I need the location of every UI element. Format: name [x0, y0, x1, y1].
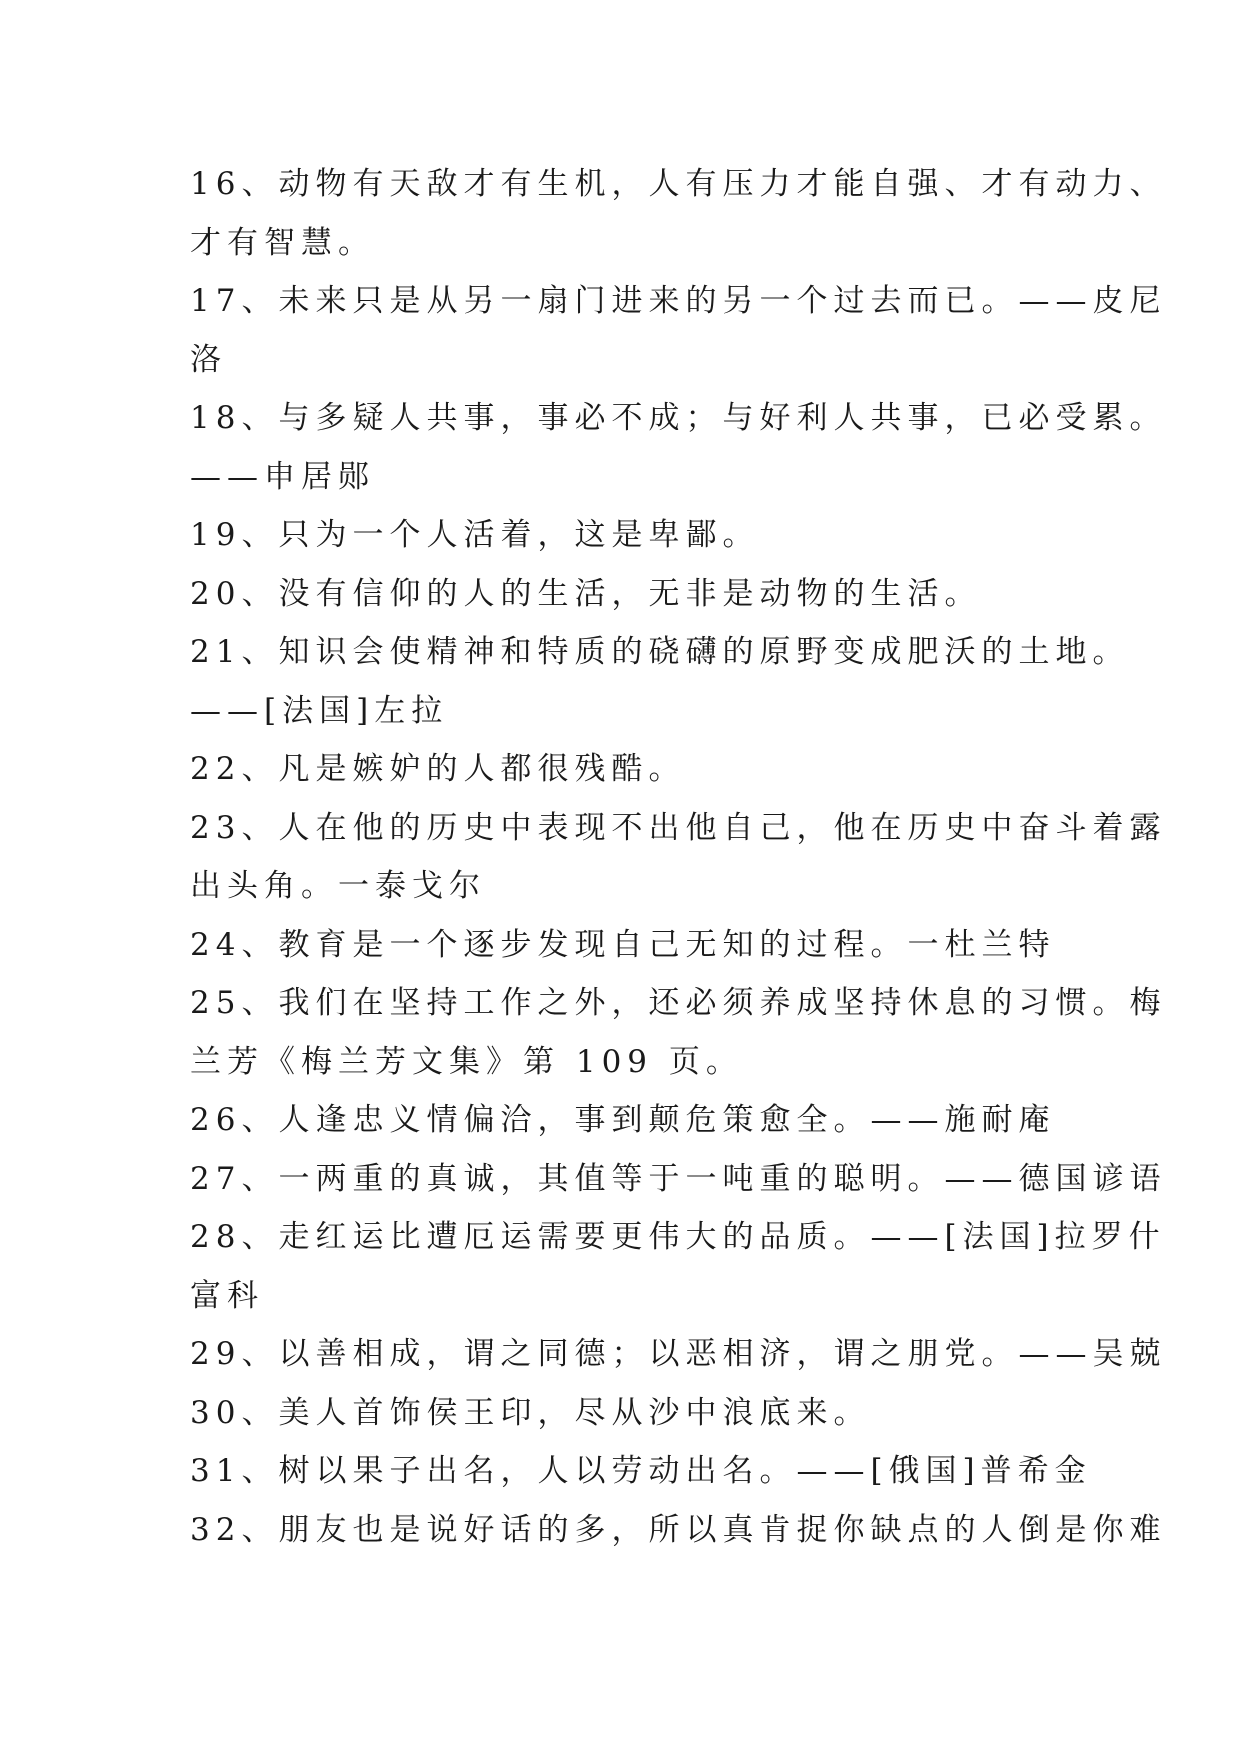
- text-line: 17、未来只是从另一扇门进来的另一个过去而已。——皮尼: [190, 283, 1167, 319]
- text-line: 出头角。一泰戈尔: [190, 868, 486, 904]
- text-line: 29、以善相成，谓之同德；以恶相济，谓之朋党。——吴兢: [190, 1336, 1167, 1372]
- text-line: 富科: [190, 1277, 264, 1314]
- text-line: 22、凡是嫉妒的人都很残酷。: [190, 751, 686, 787]
- text-line: 16、动物有天敌才有生机，人有压力才能自强、才有动力、: [190, 166, 1167, 202]
- text-line: 21、知识会使精神和特质的硗礴的原野变成肥沃的土地。: [190, 634, 1130, 670]
- text-line: 26、人逢忠义情偏洽，事到颠危策愈全。——施耐庵: [190, 1102, 1056, 1138]
- text-line: 20、没有信仰的人的生活，无非是动物的生活。: [190, 575, 982, 612]
- text-line: 23、人在他的历史中表现不出他自己，他在历史中奋斗着露: [190, 809, 1167, 846]
- text-line: 31、树以果子出名，人以劳动出名。——[俄国]普希金: [190, 1453, 1092, 1489]
- text-line: 25、我们在坚持工作之外，还必须养成坚持休息的习惯。梅: [190, 985, 1167, 1021]
- text-line: ——申居郧: [190, 458, 375, 495]
- document-body: [190, 155, 1167, 1559]
- text-line: 18、与多疑人共事，事必不成；与好利人共事，已必受累。: [190, 400, 1167, 436]
- text-line: 才有智慧。: [190, 224, 375, 261]
- text-line: 32、朋友也是说好话的多，所以真肯捉你缺点的人倒是你难: [190, 1511, 1167, 1548]
- text-line: 30、美人首饰侯王印，尽从沙中浪底来。: [190, 1394, 871, 1431]
- text-line: 兰芳《梅兰芳文集》第 109 页。: [190, 1043, 743, 1080]
- text-line: 28、走红运比遭厄运需要更伟大的品质。——[法国]拉罗什: [190, 1219, 1166, 1255]
- text-line: 19、只为一个人活着，这是卑鄙。: [190, 517, 760, 553]
- text-line: ——[法国]左拉: [190, 692, 449, 729]
- text-line: 27、一两重的真诚，其值等于一吨重的聪明。——德国谚语: [190, 1160, 1167, 1197]
- text-line: 洛: [190, 341, 227, 378]
- text-line: 24、教育是一个逐步发现自己无知的过程。一杜兰特: [190, 926, 1056, 963]
